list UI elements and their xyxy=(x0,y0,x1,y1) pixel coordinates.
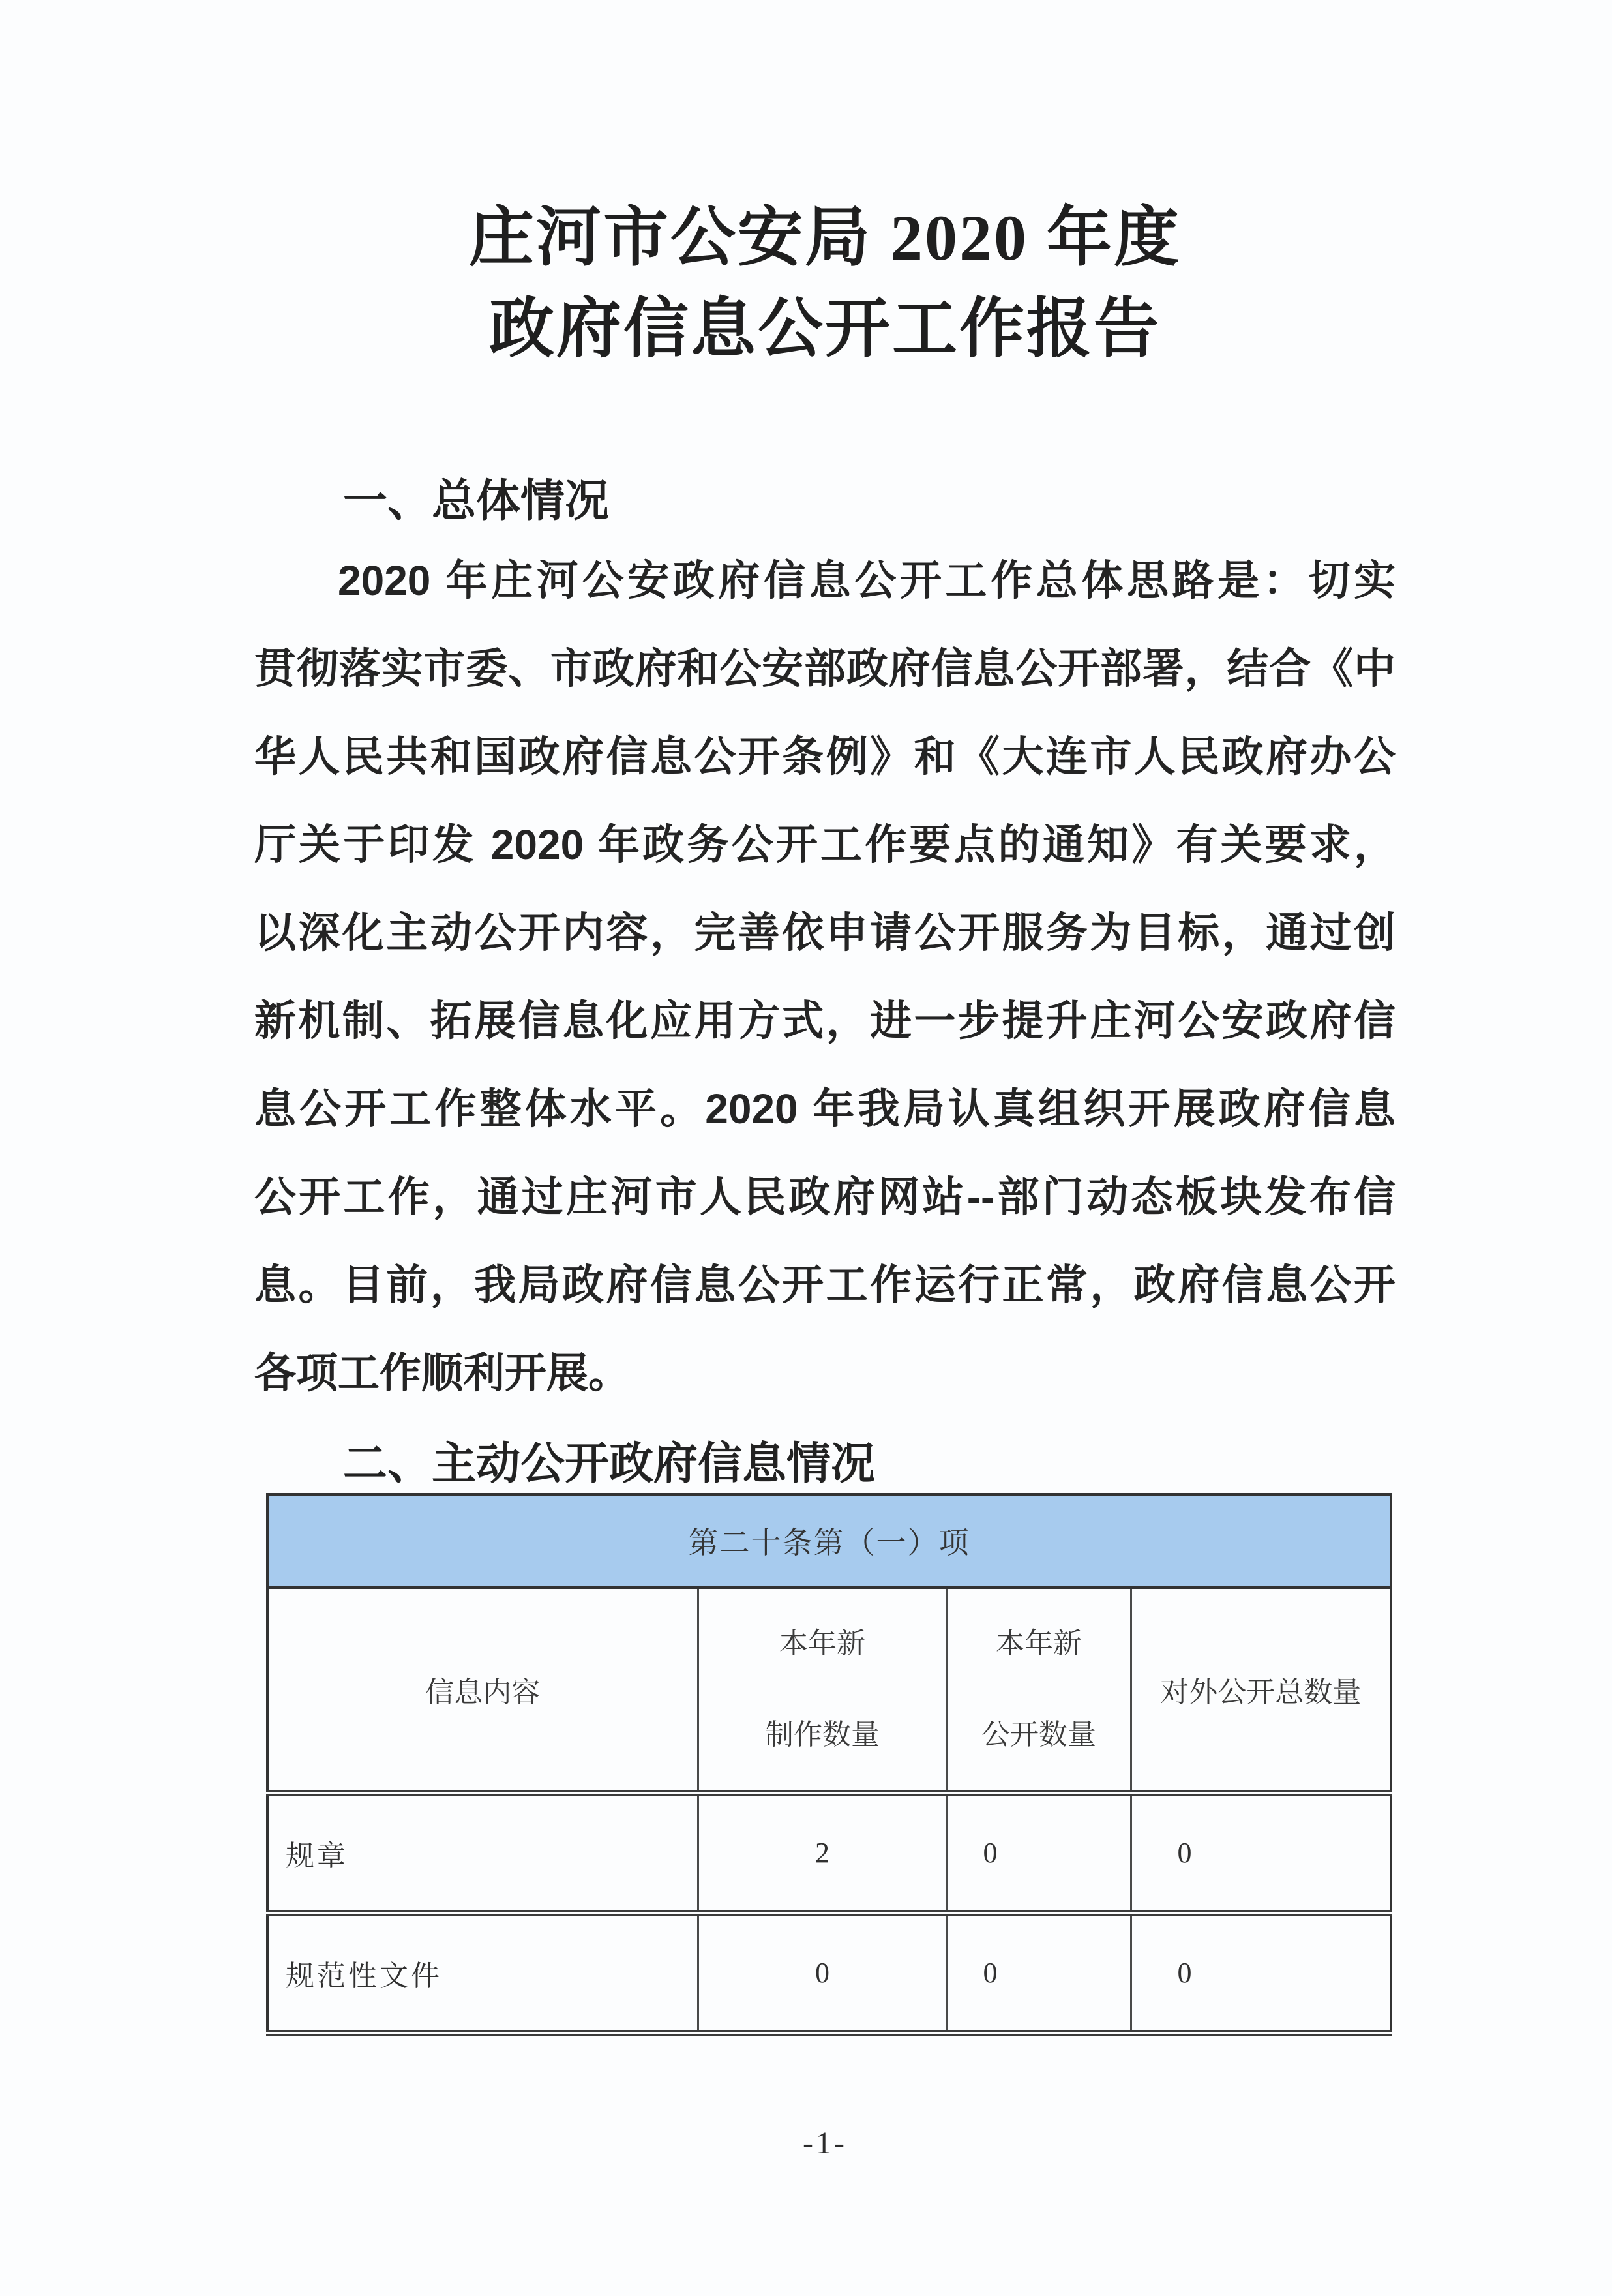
row-label: 规章 xyxy=(267,1793,698,1913)
col-header-new-made-line-2: 制作数量 xyxy=(765,1719,880,1751)
cell-total-public: 0 xyxy=(1131,1793,1391,1913)
section-1-heading: 一、总体情况 xyxy=(343,476,610,526)
paragraph-line: 各项工作顺利开展。 xyxy=(254,1350,630,1397)
disclosure-table xyxy=(266,1493,1392,2036)
page-number: -1- xyxy=(803,2126,847,2160)
table-row-regulations xyxy=(267,1793,1391,1913)
section-1-paragraph xyxy=(254,537,1396,1417)
cell-new-published: 0 xyxy=(947,1913,1131,2033)
document-title xyxy=(254,192,1396,375)
table-row-normative-documents xyxy=(267,1913,1391,2033)
cell-new-published: 0 xyxy=(947,1793,1131,1913)
paragraph-line: 新机制、拓展信息化应用方式，进一步提升庄河公安政府信 xyxy=(254,997,1396,1044)
table-banner-cell: 第二十条第（一）项 xyxy=(267,1494,1391,1588)
col-header-new-made-lines xyxy=(700,1627,946,1752)
col-header-new-made xyxy=(698,1588,947,1793)
paragraph-line: 息公开工作整体水平。2020 年我局认真组织开展政府信息 xyxy=(254,1085,1396,1132)
col-header-total-public: 对外公开总数量 xyxy=(1131,1588,1391,1793)
paragraph-line: 息。目前，我局政府信息公开工作运行正常，政府信息公开 xyxy=(254,1261,1396,1308)
paragraph-line: 厅关于印发 2020 年政务公开工作要点的通知》有关要求， xyxy=(254,821,1396,868)
title-line-2: 政府信息公开工作报告 xyxy=(489,293,1161,365)
cell-new-made: 2 xyxy=(698,1793,947,1913)
col-header-new-published-line-1: 本年新 xyxy=(996,1627,1082,1659)
paragraph-line: 华人民共和国政府信息公开条例》和《大连市人民政府办公 xyxy=(254,733,1396,780)
cell-new-made: 0 xyxy=(698,1913,947,2033)
table-banner-row xyxy=(267,1494,1391,1588)
page-content xyxy=(254,0,1396,2163)
section-2-heading: 二、主动公开政府信息情况 xyxy=(343,1439,876,1488)
col-header-new-published-line-2: 公开数量 xyxy=(981,1719,1096,1751)
paragraph-line: 公开工作，通过庄河市人民政府网站--部门动态板块发布信 xyxy=(254,1173,1396,1220)
row-label: 规范性文件 xyxy=(267,1913,698,2033)
paragraph-line: 2020 年庄河公安政府信息公开工作总体思路是：切实 xyxy=(338,557,1396,604)
paragraph-line: 贯彻落实市委、市政府和公安部政府信息公开部署，结合《中 xyxy=(254,645,1396,692)
col-header-new-published-lines xyxy=(949,1627,1129,1752)
col-header-new-made-line-1: 本年新 xyxy=(779,1627,865,1659)
col-header-new-published xyxy=(947,1588,1131,1793)
title-line-1: 庄河市公安局 2020 年度 xyxy=(469,202,1181,274)
table-header-row xyxy=(267,1588,1391,1793)
paragraph-line: 以深化主动公开内容，完善依申请公开服务为目标，通过创 xyxy=(254,909,1396,956)
col-header-info-content: 信息内容 xyxy=(267,1588,698,1793)
cell-total-public: 0 xyxy=(1131,1913,1391,2033)
